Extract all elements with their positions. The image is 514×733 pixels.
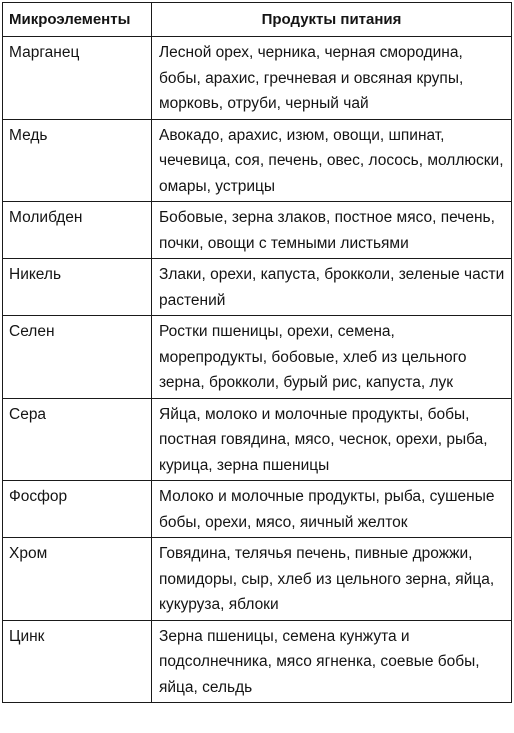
table-row bbox=[3, 620, 512, 703]
column-header-microelements: Микроэлементы bbox=[3, 3, 152, 37]
food-list: Лесной орех, черника, черная смородина, бобы, арахис, гречневая и овсяная крупы, морковь, отруби, черный чай bbox=[152, 37, 512, 120]
food-list: Злаки, орехи, капуста, брокколи, зеленые части растений bbox=[152, 259, 512, 316]
element-name: Хром bbox=[3, 538, 152, 621]
column-header-foods: Продукты питания bbox=[152, 3, 512, 37]
food-list: Молоко и молочные продукты, рыба, сушеные бобы, орехи, мясо, яичный желток bbox=[152, 481, 512, 538]
table-row bbox=[3, 259, 512, 316]
element-name: Сера bbox=[3, 398, 152, 481]
microelements-table bbox=[2, 2, 512, 703]
element-name: Селен bbox=[3, 316, 152, 399]
food-list: Бобовые, зерна злаков, постное мясо, печень, почки, овощи с темными листьями bbox=[152, 202, 512, 259]
element-name: Никель bbox=[3, 259, 152, 316]
table-header-row bbox=[3, 3, 512, 37]
food-list: Зерна пшеницы, семена кунжута и подсолнечника, мясо ягненка, соевые бобы, яйца, сельдь bbox=[152, 620, 512, 703]
element-name: Марганец bbox=[3, 37, 152, 120]
table-row bbox=[3, 37, 512, 120]
table-row bbox=[3, 316, 512, 399]
table-row bbox=[3, 202, 512, 259]
element-name: Фосфор bbox=[3, 481, 152, 538]
element-name: Цинк bbox=[3, 620, 152, 703]
element-name: Молибден bbox=[3, 202, 152, 259]
food-list: Ростки пшеницы, орехи, семена, морепродукты, бобовые, хлеб из цельного зерна, брокколи, бурый рис, капуста, лук bbox=[152, 316, 512, 399]
table-row bbox=[3, 481, 512, 538]
element-name: Медь bbox=[3, 119, 152, 202]
food-list: Говядина, телячья печень, пивные дрожжи, помидоры, сыр, хлеб из цельного зерна, яйца, кукуруза, яблоки bbox=[152, 538, 512, 621]
table-row bbox=[3, 398, 512, 481]
food-list: Яйца, молоко и молочные продукты, бобы, постная говядина, мясо, чеснок, орехи, рыба, курица, зерна пшеницы bbox=[152, 398, 512, 481]
table-row bbox=[3, 538, 512, 621]
table-row bbox=[3, 119, 512, 202]
food-list: Авокадо, арахис, изюм, овощи, шпинат, чечевица, соя, печень, овес, лосось, моллюски, омары, устрицы bbox=[152, 119, 512, 202]
